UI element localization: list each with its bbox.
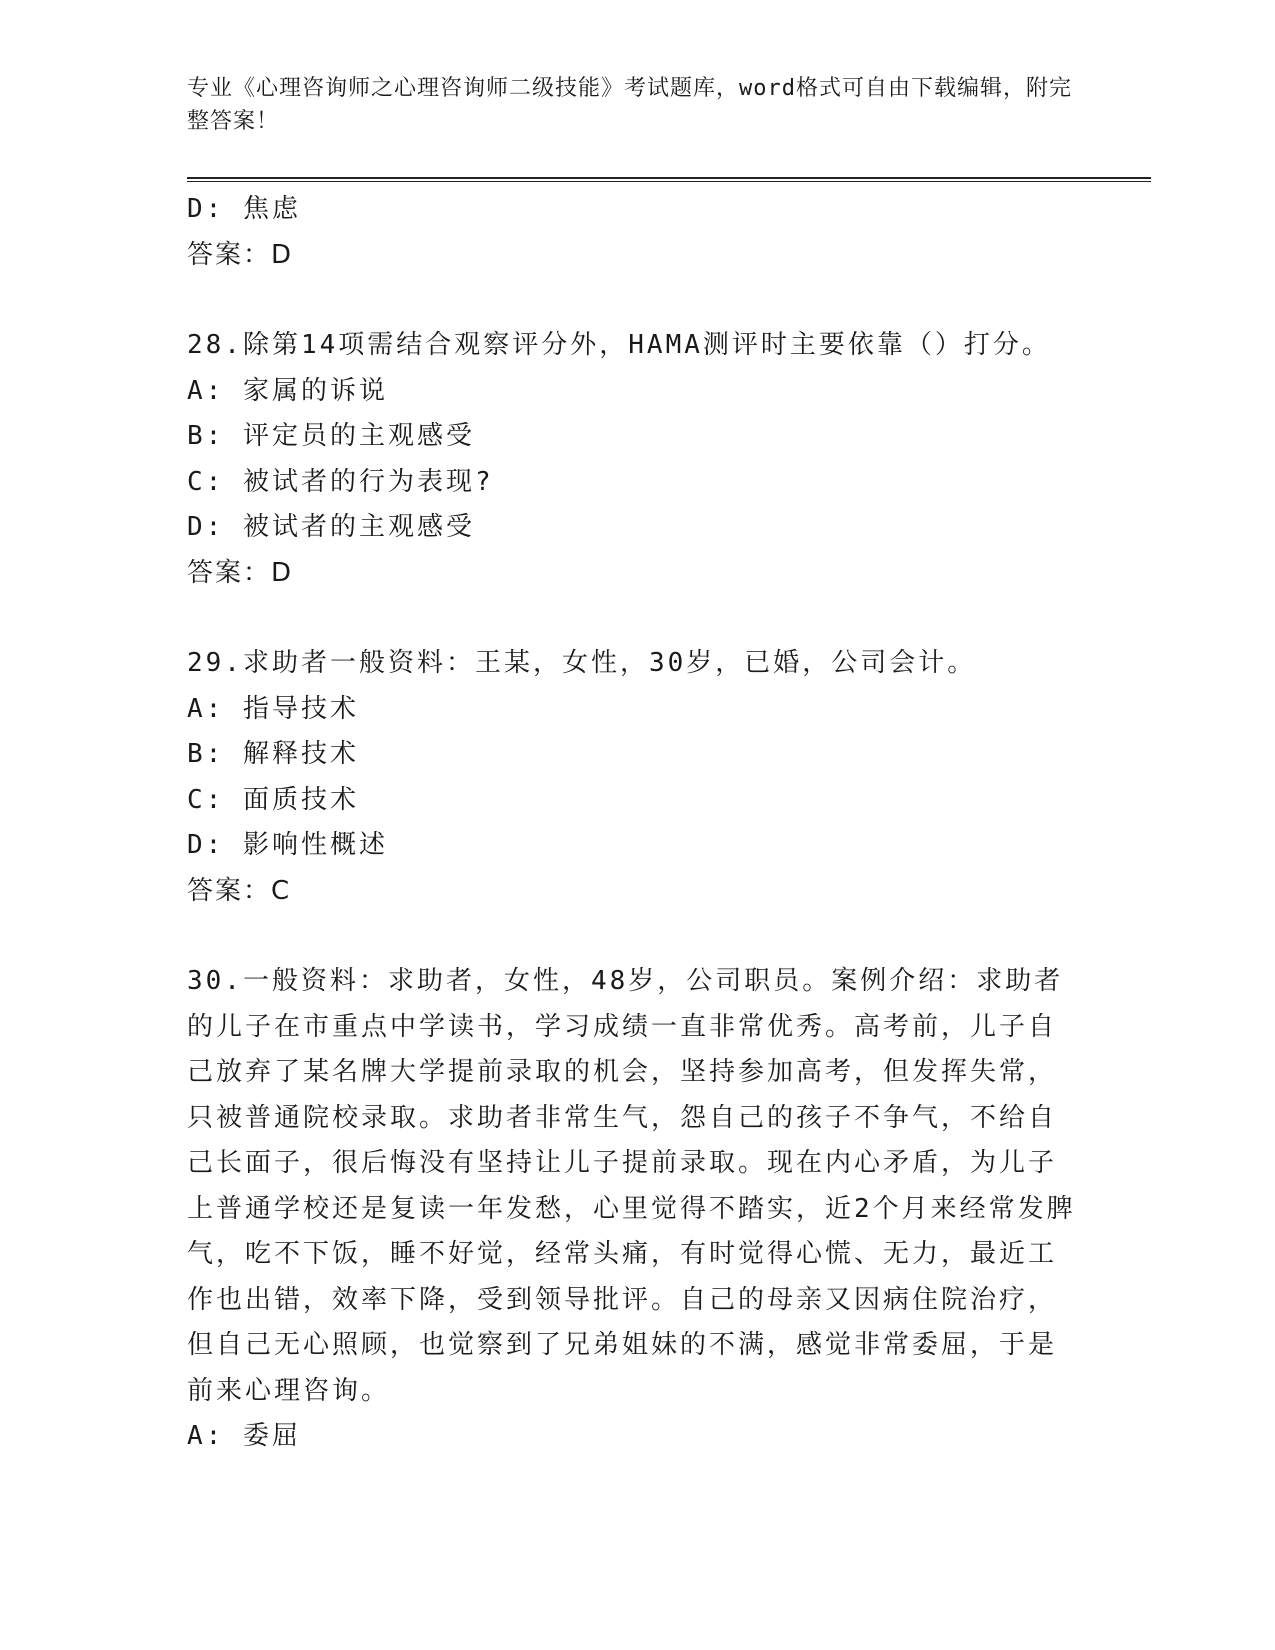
spacer — [187, 914, 1087, 959]
question-27-tail — [187, 187, 1087, 278]
answer-label: 答案：D — [187, 557, 294, 588]
spacer — [187, 596, 1087, 641]
answer-label: 答案：D — [187, 239, 294, 270]
question-28 — [187, 323, 1087, 596]
option-c: C: 面质技术 — [187, 784, 359, 815]
question-29 — [187, 641, 1087, 914]
answer-label: 答案：C — [187, 875, 292, 906]
header-divider — [187, 177, 1151, 182]
question-stem: 28.除第14项需结合观察评分外，HAMA测评时主要依靠（）打分。 — [187, 330, 1051, 360]
option-b: B: 评定员的主观感受 — [187, 421, 475, 451]
document-header: 专业《心理咨询师之心理咨询师二级技能》考试题库，word格式可自由下载编辑，附完整答案！ — [187, 76, 1072, 134]
option-a: A: 指导技术 — [187, 693, 359, 724]
question-content — [187, 187, 1087, 1460]
option-b: B: 解释技术 — [187, 739, 359, 769]
option-c: C: 被试者的行为表现? — [187, 466, 494, 497]
option-d: D: 焦虑 — [187, 194, 301, 224]
option-d: D: 影响性概述 — [187, 830, 388, 860]
question-30 — [187, 959, 1087, 1460]
option-d: D: 被试者的主观感受 — [187, 512, 475, 542]
option-a: A: 家属的诉说 — [187, 375, 388, 406]
question-stem: 29.求助者一般资料：王某，女性，30岁，已婚，公司会计。 — [187, 648, 977, 678]
question-stem: 30.一般资料：求助者，女性，48岁，公司职员。案例介绍：求助者的儿子在市重点中学读书，学习成绩一直非常优秀。高考前，儿子自己放弃了某名牌大学提前录取的机会，坚持参加高考，但发挥失常，只被普通院校录取。求助者非常生气，怨自己的孩子不争气，不给自己长面子，很后悔没有坚持让儿子提前录取。现在内心矛盾，为儿子上普通学校还是复读一年发愁，心里觉得不踏实，近2个月来经常发脾气，吃不下饭，睡不好觉，经常头痛，有时觉得心慌、无力，最近工作也出错，效率下降，受到领导批评。自己的母亲又因病住院治疗，但自己无心照顾，也觉察到了兄弟姐妹的不满，感觉非常委屈，于是前来心理咨询。 — [187, 966, 1076, 1406]
option-a: A: 委屈 — [187, 1421, 301, 1451]
spacer — [187, 278, 1087, 323]
